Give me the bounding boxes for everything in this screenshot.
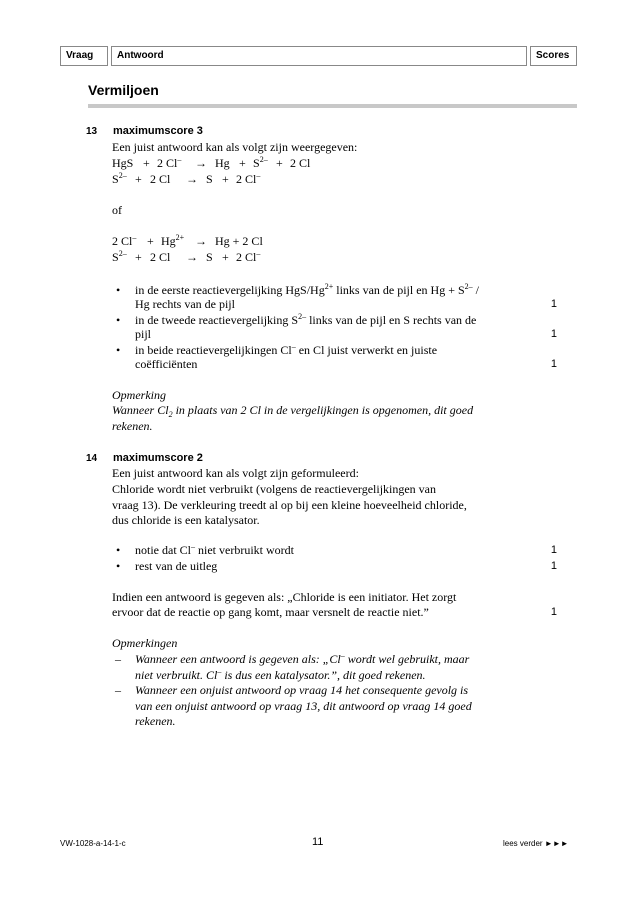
eq2-s2: S <box>206 172 213 186</box>
eq2-s-charge: 2– <box>118 171 127 180</box>
q13-opm-l1b: in plaats van 2 Cl in de vergelijkingen is opgenomen, dit goed <box>172 403 474 417</box>
bullet-dot: • <box>116 543 121 557</box>
bullet-dot: • <box>116 283 121 297</box>
eq1-arrow: → <box>195 156 207 170</box>
eq1-plus2: + <box>239 156 246 170</box>
eq1-cl-charge: – <box>177 155 182 164</box>
title-rule <box>88 104 577 108</box>
q14-b1-text <box>135 543 294 557</box>
q14-opm1-l1a: Wanneer een antwoord is gegeven als: „Cl <box>135 652 341 666</box>
question-13-maxscore: maximumscore 3 <box>113 125 203 137</box>
eq1-plus3: + <box>276 156 283 170</box>
q14-indien-score: 1 <box>550 606 557 618</box>
q14-line-4: dus chloride is een katalysator. <box>112 513 260 527</box>
eq2-s <box>112 172 127 186</box>
q13-opm-l1a: Wanneer Cl <box>112 403 169 417</box>
q13-b1-score: 1 <box>550 298 557 310</box>
q13-of: of <box>112 203 122 217</box>
q14-opm1-l2a: niet verbruikt. Cl <box>135 668 218 682</box>
q13-b1-line1 <box>135 283 479 297</box>
eq4-cl-charge: – <box>256 249 261 258</box>
page-number: 11 <box>312 836 324 848</box>
q14-opm1-l2b: is dus een katalysator.”, dit goed rekenen. <box>221 668 426 682</box>
eq2-cl <box>236 172 260 186</box>
q13-b2-l1b: links van de pijl en S rechts van de <box>306 313 477 327</box>
q13-b1-l1c: / <box>472 283 480 297</box>
q13-b3-line1 <box>135 343 437 357</box>
q13-b1-sup2: 2– <box>464 282 473 291</box>
q13-b3-sup: – <box>291 342 296 351</box>
q14-opm2-line3: rekenen. <box>135 714 176 728</box>
q13-b1-l1a: in de eerste reactievergelijking HgS/Hg <box>135 283 325 297</box>
eq1-cl <box>157 156 181 170</box>
header-antwoord: Antwoord <box>111 46 527 66</box>
q13-b3-line2: coëfficiënten <box>135 357 198 371</box>
eq3-cl-charge: – <box>132 233 137 242</box>
q14-opm1-l2sup: – <box>217 667 222 676</box>
eq3-cl <box>112 234 136 248</box>
eq2-plus2: + <box>222 172 229 186</box>
q14-opm2-line1: Wanneer een onjuist antwoord op vraag 14 het consequente gevolg is <box>135 683 469 697</box>
eq1-2cl: 2 Cl <box>290 156 311 170</box>
eq1-s <box>253 156 268 170</box>
header-vraag: Vraag <box>60 46 108 66</box>
q13-b2-l1a: in de tweede reactievergelijking S <box>135 313 299 327</box>
eq1-hgs: HgS <box>112 156 134 170</box>
eq4-cl <box>236 250 260 264</box>
eq2-plus: + <box>135 172 142 186</box>
q14-b1-score: 1 <box>550 544 557 556</box>
eq4-plus2: + <box>222 250 229 264</box>
bullet-dot: • <box>116 313 121 327</box>
eq4-2cl: 2 Cl <box>150 250 171 264</box>
eq3-hg-text: Hg <box>161 234 176 248</box>
question-14-maxscore: maximumscore 2 <box>113 452 203 464</box>
question-14-number: 14 <box>86 453 98 464</box>
eq3-hg <box>161 234 184 248</box>
q13-b3-l1b: en Cl juist verwerkt en juiste <box>295 343 438 357</box>
eq1-plus: + <box>143 156 150 170</box>
footer-code: VW-1028-a-14-1-c <box>60 839 126 848</box>
footer-next: lees verder ►►► <box>503 839 569 848</box>
q14-opm1-line1 <box>135 652 469 666</box>
eq4-s-text: S <box>112 250 119 264</box>
q13-opmerking-title: Opmerking <box>112 388 166 402</box>
q14-indien-line2: ervoor dat de reactie op gang komt, maar versnelt de reactie niet.” <box>112 605 429 619</box>
question-13-number: 13 <box>86 126 98 137</box>
q13-b2-line2: pijl <box>135 327 152 341</box>
q13-b2-score: 1 <box>550 328 557 340</box>
eq2-2cl: 2 Cl <box>150 172 171 186</box>
eq3-hg-charge: 2+ <box>175 233 185 242</box>
eq2-arrow: → <box>186 172 198 186</box>
q13-b3-score: 1 <box>550 358 557 370</box>
q13-opmerking-line2: rekenen. <box>112 419 153 433</box>
q13-b2-sup: 2– <box>298 312 307 321</box>
q14-b1b: niet verbruikt wordt <box>195 543 294 557</box>
eq3-plus: + <box>147 234 154 248</box>
page-title: Vermiljoen <box>88 82 159 98</box>
q14-opm1-l1b: wordt wel gebruikt, maar <box>344 652 470 666</box>
eq3-products: Hg + 2 Cl <box>215 234 263 248</box>
q14-line-1: Een juist antwoord kan als volgt zijn geformuleerd: <box>112 466 359 480</box>
q13-opmerking-line1 <box>112 403 473 417</box>
eq3-arrow: → <box>195 234 207 248</box>
q14-b1a: notie dat Cl <box>135 543 191 557</box>
eq4-arrow: → <box>186 250 198 264</box>
eq4-plus: + <box>135 250 142 264</box>
q14-opm2-line2: van een onjuist antwoord op vraag 13, dit antwoord op vraag 14 goed <box>135 699 472 713</box>
q14-opm1-sup: – <box>340 651 345 660</box>
eq3-cl-text: 2 Cl <box>112 234 133 248</box>
q14-opm2-dash: – <box>115 683 121 697</box>
eq4-cl-text: 2 Cl <box>236 250 257 264</box>
q13-b2-line1 <box>135 313 476 327</box>
q14-b1-sup: – <box>191 542 195 551</box>
eq4-s2: S <box>206 250 213 264</box>
q13-b1-sup: 2+ <box>324 282 334 291</box>
header-scores: Scores <box>530 46 577 66</box>
q13-intro: Een juist antwoord kan als volgt zijn weergegeven: <box>112 140 358 154</box>
q13-opm-sub: 2 <box>168 410 173 419</box>
q14-opm1-line2 <box>135 668 426 682</box>
bullet-dot: • <box>116 559 121 573</box>
q14-opm1-dash: – <box>115 652 121 666</box>
q14-line-2: Chloride wordt niet verbruikt (volgens de reactievergelijkingen van <box>112 482 437 496</box>
bullet-dot: • <box>116 343 121 357</box>
q14-indien-line1: Indien een antwoord is gegeven als: „Chloride is een initiator. Het zorgt <box>112 590 457 604</box>
eq2-s-text: S <box>112 172 119 186</box>
eq2-cl-text: 2 Cl <box>236 172 257 186</box>
eq1-hg: Hg <box>215 156 230 170</box>
q14-opmerkingen-title: Opmerkingen <box>112 636 178 650</box>
eq4-s-charge: 2– <box>118 249 127 258</box>
eq4-s <box>112 250 127 264</box>
q13-b1-l1b: links van de pijl en Hg + S <box>333 283 465 297</box>
eq1-s-charge: 2– <box>259 155 268 164</box>
eq1-cl-text: 2 Cl <box>157 156 178 170</box>
q13-b1-line2: Hg rechts van de pijl <box>135 297 235 311</box>
eq1-s-text: S <box>253 156 260 170</box>
eq2-cl-charge: – <box>256 171 261 180</box>
q14-b2-score: 1 <box>550 560 557 572</box>
q14-b2-text: rest van de uitleg <box>135 559 218 573</box>
q14-line-3: vraag 13). De verkleuring treedt al op bij een kleine hoeveelheid chloride, <box>112 498 467 512</box>
q13-b3-l1a: in beide reactievergelijkingen Cl <box>135 343 292 357</box>
